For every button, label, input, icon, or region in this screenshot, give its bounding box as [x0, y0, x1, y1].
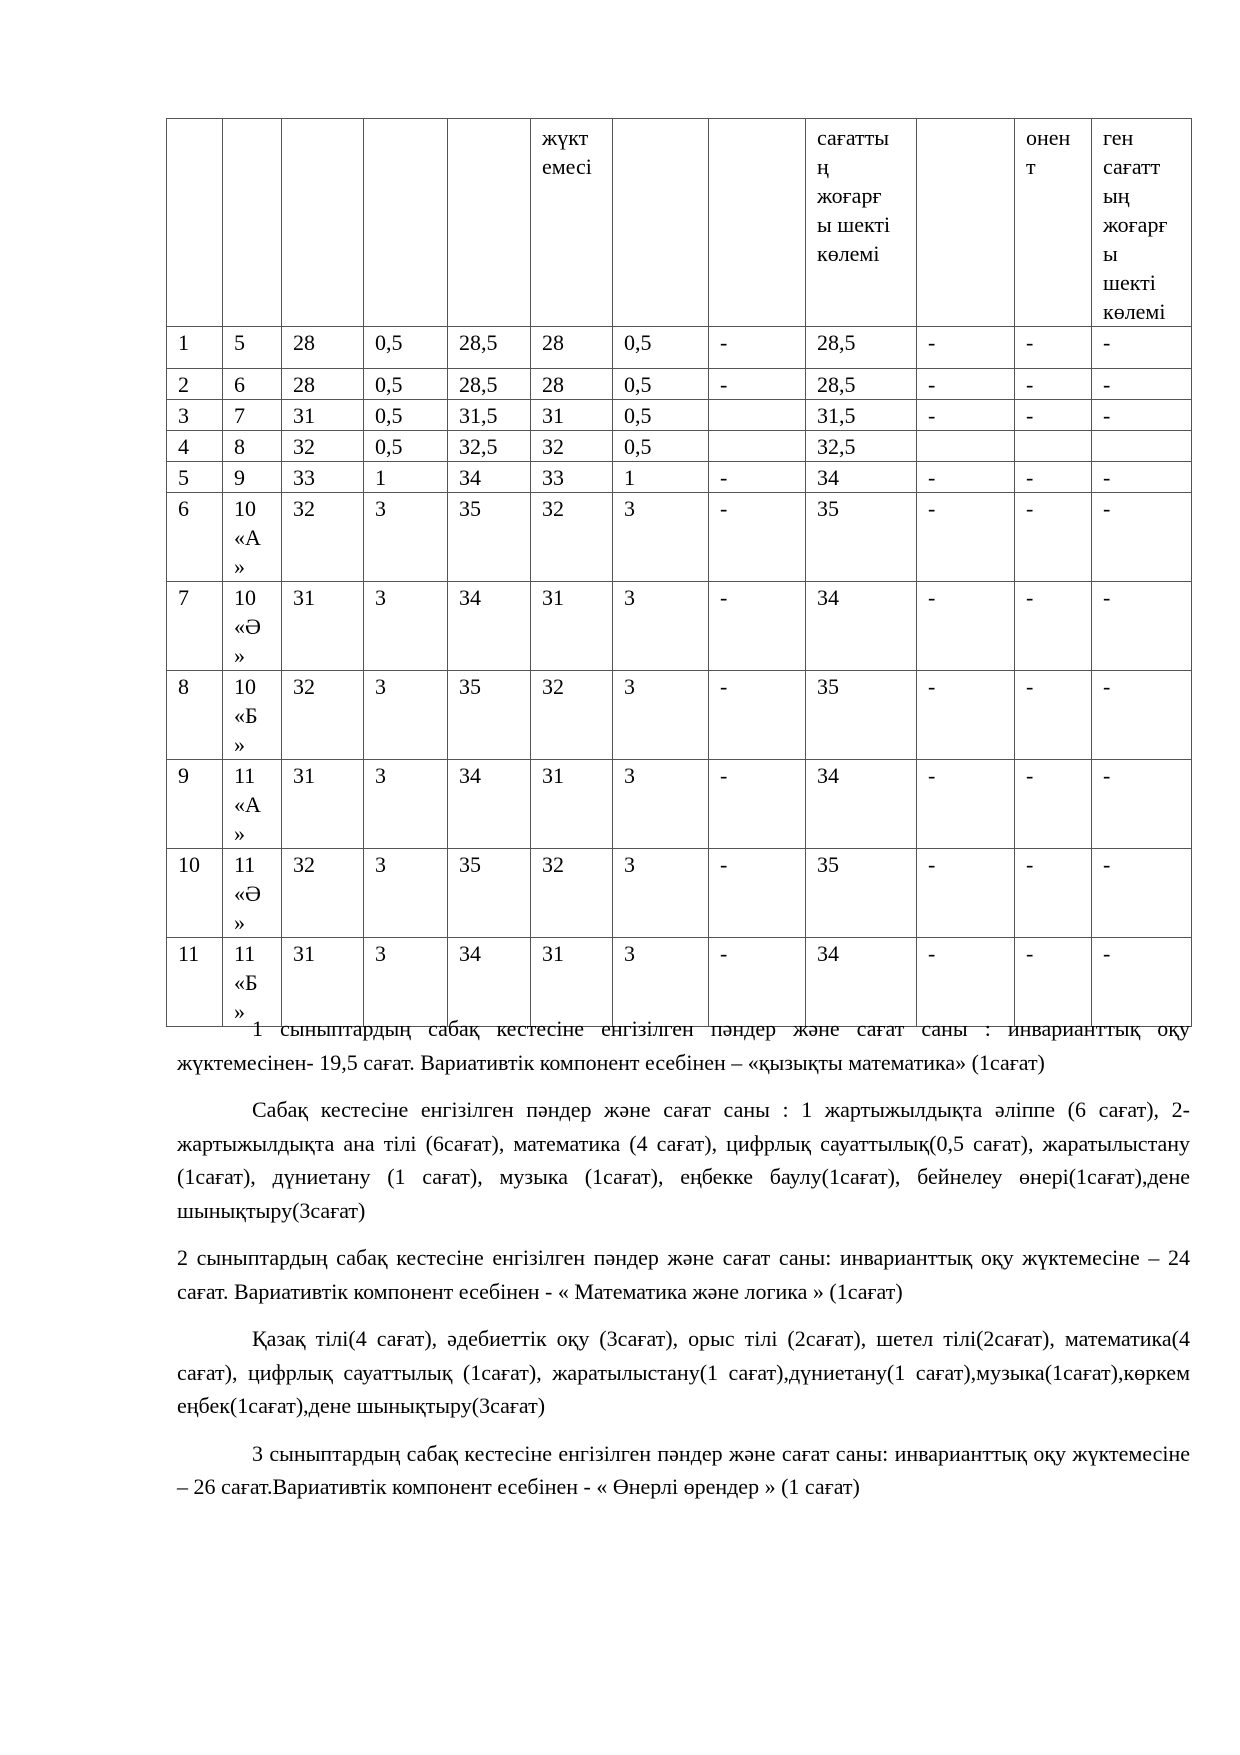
table-cell: 3 — [364, 760, 448, 849]
table-cell — [223, 671, 282, 760]
table-cell: - — [917, 671, 1015, 760]
paragraph: 1 сыныптардың сабақ кестесіне енгізілген пәндер және сағат саны : инварианттық оқу жүктемесінен- 19,5 сағат. Вариативтік компонент есебінен – «қызықты математика» (1сағат) — [177, 1016, 1190, 1075]
table-cell: 28 — [282, 369, 364, 400]
table-cell: 31 — [531, 400, 613, 431]
header-cell — [613, 119, 709, 327]
table-cell: 35 — [448, 849, 531, 938]
table-cell: - — [917, 849, 1015, 938]
table-cell: 31 — [282, 582, 364, 671]
header-cell-line: жоғарғ — [1103, 212, 1168, 237]
table-row — [167, 582, 1192, 671]
table-cell: - — [1015, 400, 1092, 431]
table-cell: - — [1015, 849, 1092, 938]
table-cell: 34 — [448, 462, 531, 493]
table-cell-line: «А — [234, 792, 261, 817]
table-cell: - — [1092, 760, 1192, 849]
paragraph: 3 сыныптардың сабақ кестесіне енгізілген пәндер және сағат саны: инварианттық оқу жүктемесіне – 26 сағат.Вариативтік компонент есебінен - « Өнерлі өрендер » (1 сағат) — [177, 1440, 1190, 1499]
header-cell-line: сағатт — [1103, 154, 1161, 179]
table-cell: 3 — [364, 671, 448, 760]
table-cell: 32 — [282, 431, 364, 462]
table-cell: 31 — [282, 400, 364, 431]
table-cell: - — [709, 493, 806, 582]
header-cell-line: ң — [817, 154, 829, 179]
table-row — [167, 760, 1192, 849]
table-cell-line: » — [234, 999, 245, 1024]
table-cell: - — [1092, 849, 1192, 938]
header-cell — [167, 119, 223, 327]
table-cell: 0,5 — [613, 369, 709, 400]
header-cell — [917, 119, 1015, 327]
table-cell: 0,5 — [613, 400, 709, 431]
table-cell: 32 — [531, 671, 613, 760]
table-cell: 8 — [223, 431, 282, 462]
table-cell: 9 — [223, 462, 282, 493]
paragraph: 2 сыныптардың сабақ кестесіне енгізілген пәндер және сағат саны: инварианттық оқу жүктемесіне – 24 сағат. Вариативтік компонент есебінен - « Математика және логика » (1сағат) — [177, 1245, 1190, 1304]
table-row — [167, 369, 1192, 400]
table-cell: - — [1092, 938, 1192, 1027]
table-cell: 3 — [613, 849, 709, 938]
header-cell — [282, 119, 364, 327]
table-cell: - — [1015, 582, 1092, 671]
header-cell-line: ың — [1103, 183, 1130, 208]
table-cell: 0,5 — [364, 431, 448, 462]
table-cell-line: 10 — [234, 585, 256, 610]
table-cell — [709, 400, 806, 431]
table-cell: 31,5 — [448, 400, 531, 431]
body-text — [177, 1012, 1190, 1504]
table-cell-line: 10 — [234, 674, 256, 699]
table-cell: 32 — [282, 671, 364, 760]
header-cell — [364, 119, 448, 327]
table-cell: 31 — [282, 760, 364, 849]
table-cell: - — [709, 938, 806, 1027]
table-cell: 32 — [531, 493, 613, 582]
table-cell: - — [1015, 938, 1092, 1027]
table-cell — [709, 431, 806, 462]
table-cell: 0,5 — [613, 431, 709, 462]
table-cell: 10 — [167, 849, 223, 938]
table-cell-line: 11 — [234, 852, 256, 877]
header-cell — [1015, 119, 1092, 327]
header-cell — [448, 119, 531, 327]
table-cell: - — [1092, 462, 1192, 493]
table-cell: - — [709, 369, 806, 400]
table-cell: - — [709, 582, 806, 671]
table-cell: 7 — [223, 400, 282, 431]
table-cell: 31,5 — [806, 400, 917, 431]
table-cell: 3 — [364, 849, 448, 938]
table-cell: 0,5 — [364, 400, 448, 431]
paragraph: Сабақ кестесіне енгізілген пәндер және сағат саны : 1 жартыжылдықта әліппе (6 сағат), 2-жартыжылдықта ана тілі (6сағат), математика (4 сағат), цифрлық сауаттылық(0,5 сағат), жаратылыстану (1сағат), дүниетану (1 сағат), музыка (1сағат), еңбекке баулу(1сағат), бейнелеу өнері(1сағат),дене шынықтыру(3сағат) — [177, 1097, 1190, 1223]
table-cell: - — [709, 849, 806, 938]
table-cell: - — [1015, 327, 1092, 369]
table-row — [167, 462, 1192, 493]
table-cell-line: «Б — [234, 970, 258, 995]
table-cell: 28 — [531, 369, 613, 400]
table-cell: 32 — [531, 849, 613, 938]
table-cell: - — [1092, 369, 1192, 400]
table-cell: 34 — [806, 938, 917, 1027]
header-cell — [1092, 119, 1192, 327]
table-cell: 1 — [167, 327, 223, 369]
table-cell: - — [1015, 671, 1092, 760]
table-cell: 34 — [448, 582, 531, 671]
table-cell: 32 — [282, 849, 364, 938]
table-cell: 8 — [167, 671, 223, 760]
header-cell — [709, 119, 806, 327]
table-cell-line: » — [234, 554, 245, 579]
table-cell — [223, 760, 282, 849]
table-cell: - — [709, 327, 806, 369]
table-cell: 0,5 — [364, 327, 448, 369]
table-cell-line: «Б — [234, 703, 258, 728]
table-cell: - — [917, 327, 1015, 369]
table-cell: 1 — [364, 462, 448, 493]
table-cell-line: » — [234, 821, 245, 846]
table-cell: - — [917, 582, 1015, 671]
table-cell: - — [1015, 369, 1092, 400]
table-cell — [223, 493, 282, 582]
table-cell: 2 — [167, 369, 223, 400]
table-cell: 32 — [531, 431, 613, 462]
table-cell-line: 11 — [234, 941, 256, 966]
table-cell: 0,5 — [364, 369, 448, 400]
table-cell: 3 — [167, 400, 223, 431]
table-cell: - — [709, 462, 806, 493]
table-cell: 28,5 — [448, 327, 531, 369]
table-cell: 34 — [448, 760, 531, 849]
table-cell: - — [1015, 462, 1092, 493]
header-cell-line: көлемі — [817, 241, 880, 266]
hours-table — [166, 118, 1192, 1027]
table-cell: 0,5 — [613, 327, 709, 369]
table-cell: - — [917, 938, 1015, 1027]
table-cell: - — [917, 400, 1015, 431]
table-cell: 34 — [806, 582, 917, 671]
table-cell — [1092, 431, 1192, 462]
table-cell: 6 — [167, 493, 223, 582]
table-cell: 4 — [167, 431, 223, 462]
header-cell-line: ы — [1103, 241, 1118, 266]
table-cell — [1015, 431, 1092, 462]
table-cell: 32,5 — [806, 431, 917, 462]
table-cell-line: 11 — [234, 763, 256, 788]
table-cell: 3 — [613, 582, 709, 671]
table-cell: 31 — [531, 938, 613, 1027]
table-cell: 33 — [282, 462, 364, 493]
table-cell: 6 — [223, 369, 282, 400]
table-cell: - — [917, 369, 1015, 400]
table-cell: 32 — [282, 493, 364, 582]
table-cell-line: «А — [234, 525, 261, 550]
header-cell-line: т — [1026, 154, 1036, 179]
table-cell: 32,5 — [448, 431, 531, 462]
paragraph: Қазақ тілі(4 сағат), әдебиеттік оқу (3сағат), орыс тілі (2сағат), шетел тілі(2сағат), математика(4 сағат), цифрлық сауаттылық (1сағат), жаратылыстану(1 сағат),дүниетану(1 сағат),музыка(1сағат),көркем еңбек(1сағат),дене шынықтыру(3сағат) — [177, 1326, 1190, 1418]
table-cell-line: «Ә — [234, 881, 261, 906]
table-row — [167, 400, 1192, 431]
table-cell: - — [1092, 327, 1192, 369]
table-cell: - — [1092, 671, 1192, 760]
table-cell: 28 — [282, 327, 364, 369]
header-cell-line: емесі — [542, 154, 592, 179]
table-cell: 31 — [531, 760, 613, 849]
table-cell: 3 — [364, 493, 448, 582]
header-cell-line: сағатты — [817, 125, 890, 150]
table-cell: 3 — [364, 582, 448, 671]
table-cell: 28,5 — [806, 369, 917, 400]
table-row — [167, 327, 1192, 369]
table-row — [167, 493, 1192, 582]
table-header-row — [167, 119, 1192, 327]
header-cell-line: жүкт — [542, 125, 589, 150]
table-cell: - — [1015, 493, 1092, 582]
table-cell: - — [709, 671, 806, 760]
table-row — [167, 671, 1192, 760]
table-cell: 35 — [806, 849, 917, 938]
table-cell: 3 — [364, 938, 448, 1027]
table-cell: - — [917, 493, 1015, 582]
table-cell: 34 — [806, 760, 917, 849]
table-cell: - — [1092, 493, 1192, 582]
table-cell: 35 — [806, 493, 917, 582]
table-cell: - — [1015, 760, 1092, 849]
table-cell: 34 — [806, 462, 917, 493]
table-cell: 5 — [167, 462, 223, 493]
table-cell: 34 — [448, 938, 531, 1027]
header-cell — [223, 119, 282, 327]
table-cell — [223, 582, 282, 671]
table-cell: 3 — [613, 760, 709, 849]
table-cell: 28,5 — [448, 369, 531, 400]
header-cell-line: шекті — [1103, 270, 1156, 295]
table-cell: 33 — [531, 462, 613, 493]
table-cell-line: «Ә — [234, 614, 261, 639]
table-cell: 31 — [531, 582, 613, 671]
table-cell: 7 — [167, 582, 223, 671]
table-cell: - — [1092, 582, 1192, 671]
table-cell: 3 — [613, 938, 709, 1027]
table-cell-line: » — [234, 732, 245, 757]
table-cell: 35 — [448, 493, 531, 582]
table-cell: 3 — [613, 671, 709, 760]
table-cell: 28 — [531, 327, 613, 369]
header-cell-line: онен — [1026, 125, 1071, 150]
header-cell — [806, 119, 917, 327]
header-cell — [531, 119, 613, 327]
table-cell: 9 — [167, 760, 223, 849]
table-cell: - — [917, 462, 1015, 493]
table-cell — [917, 431, 1015, 462]
table-cell: - — [917, 760, 1015, 849]
table-cell: 28,5 — [806, 327, 917, 369]
table-cell: 35 — [448, 671, 531, 760]
table-cell: 35 — [806, 671, 917, 760]
table-cell: - — [1092, 400, 1192, 431]
table-cell: 1 — [613, 462, 709, 493]
table-cell: 31 — [282, 938, 364, 1027]
header-cell-line: ы шекті — [817, 212, 891, 237]
table-cell: - — [709, 760, 806, 849]
table-row — [167, 849, 1192, 938]
table-cell: 11 — [167, 938, 223, 1027]
table-cell: 3 — [613, 493, 709, 582]
table-cell-line: » — [234, 910, 245, 935]
header-cell-line: ген — [1103, 125, 1134, 150]
table-cell: 5 — [223, 327, 282, 369]
table-cell-line: 10 — [234, 496, 256, 521]
table-row — [167, 431, 1192, 462]
table-cell-line: » — [234, 643, 245, 668]
table-cell — [223, 849, 282, 938]
header-cell-line: жоғарғ — [817, 183, 882, 208]
header-cell-line: көлемі — [1103, 299, 1166, 324]
